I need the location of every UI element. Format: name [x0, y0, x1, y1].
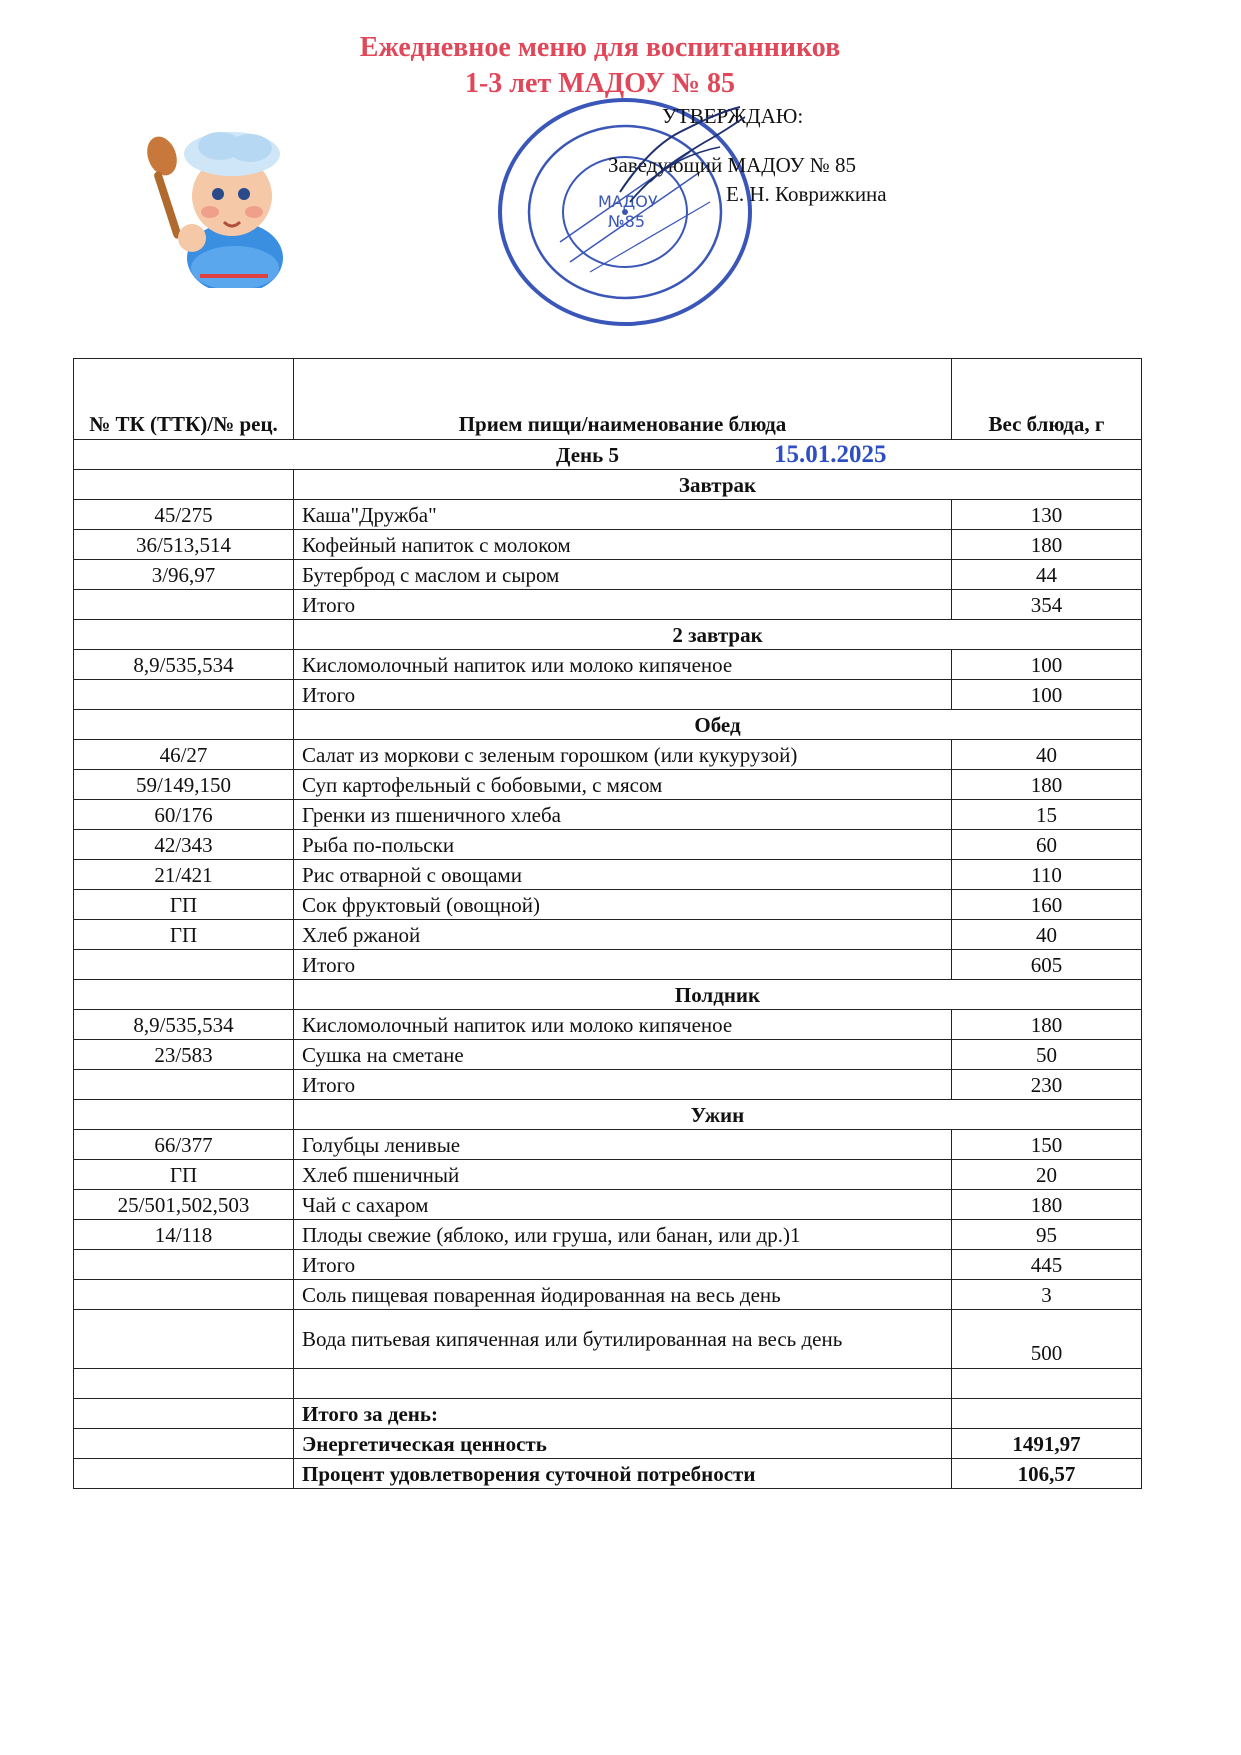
table-row	[74, 530, 1142, 560]
energy-row	[74, 1429, 1142, 1459]
table-row	[74, 860, 1142, 890]
row-dish: Салат из моркови с зеленым горошком (или кукурузой)	[294, 740, 952, 770]
energy-value: 1491,97	[952, 1429, 1142, 1459]
menu-table	[73, 358, 1142, 1489]
table-row	[74, 1190, 1142, 1220]
total-row	[74, 680, 1142, 710]
total-label: Итого	[294, 680, 952, 710]
section-title: Ужин	[294, 1100, 1142, 1130]
water-row	[74, 1310, 1142, 1369]
row-dish: Каша"Дружба"	[294, 500, 952, 530]
table-row	[74, 1010, 1142, 1040]
approve-label: УТВЕРЖДАЮ:	[662, 104, 804, 128]
empty-row	[74, 1369, 1142, 1399]
total-value: 100	[952, 680, 1142, 710]
svg-text:№85: №85	[608, 212, 645, 231]
table-header-row	[74, 359, 1142, 440]
total-value: 230	[952, 1070, 1142, 1100]
row-dish: Рис отварной с овощами	[294, 860, 952, 890]
row-dish: Рыба по-польски	[294, 830, 952, 860]
section-title: 2 завтрак	[294, 620, 1142, 650]
row-code: ГП	[74, 920, 294, 950]
chef-mascot-image	[140, 118, 300, 288]
row-dish: Гренки из пшеничного хлеба	[294, 800, 952, 830]
row-code: ГП	[74, 1160, 294, 1190]
row-dish: Плоды свежие (яблоко, или груша, или банан, или др.)1	[294, 1220, 952, 1250]
total-label: Итого	[294, 950, 952, 980]
total-row	[74, 1250, 1142, 1280]
row-code: 66/377	[74, 1130, 294, 1160]
row-dish: Хлеб пшеничный	[294, 1160, 952, 1190]
table-row	[74, 1130, 1142, 1160]
total-value: 605	[952, 950, 1142, 980]
svg-text:МАДОУ: МАДОУ	[598, 192, 658, 211]
row-weight: 110	[952, 860, 1142, 890]
row-dish: Суп картофельный с бобовыми, с мясом	[294, 770, 952, 800]
total-value: 354	[952, 590, 1142, 620]
row-weight: 180	[952, 770, 1142, 800]
section-title: Обед	[294, 710, 1142, 740]
row-weight: 44	[952, 560, 1142, 590]
row-code: 60/176	[74, 800, 294, 830]
row-dish: Голубцы ленивые	[294, 1130, 952, 1160]
total-row	[74, 1070, 1142, 1100]
day-cell	[74, 440, 1142, 470]
salt-row	[74, 1280, 1142, 1310]
row-code: 3/96,97	[74, 560, 294, 590]
row-code: 14/118	[74, 1220, 294, 1250]
row-code: 8,9/535,534	[74, 650, 294, 680]
row-weight: 40	[952, 920, 1142, 950]
row-dish: Бутерброд с маслом и сыром	[294, 560, 952, 590]
row-code: 21/421	[74, 860, 294, 890]
table-row	[74, 800, 1142, 830]
row-code: 59/149,150	[74, 770, 294, 800]
row-dish: Вода питьевая кипяченная или бутилированная на весь день	[294, 1310, 952, 1369]
day-row	[74, 440, 1142, 470]
total-label: Итого	[294, 1070, 952, 1100]
table-row	[74, 740, 1142, 770]
row-dish: Хлеб ржаной	[294, 920, 952, 950]
day-total-row	[74, 1399, 1142, 1429]
title-line-1: Ежедневное меню для воспитанников	[359, 32, 841, 63]
day-date: 15.01.2025	[774, 441, 887, 468]
header-dish: Прием пищи/наименование блюда	[294, 359, 952, 440]
section-row	[74, 1100, 1142, 1130]
row-code: 42/343	[74, 830, 294, 860]
row-code: 23/583	[74, 1040, 294, 1070]
row-dish: Чай с сахаром	[294, 1190, 952, 1220]
section-row	[74, 620, 1142, 650]
table-row	[74, 1220, 1142, 1250]
section-row	[74, 980, 1142, 1010]
header-weight: Вес блюда, г	[952, 359, 1142, 440]
row-weight: 150	[952, 1130, 1142, 1160]
signature-image	[610, 102, 750, 212]
row-dish: Кисломолочный напиток или молоко кипяченое	[294, 1010, 952, 1040]
day-label: День 5	[556, 442, 619, 467]
total-label: Итого	[294, 1250, 952, 1280]
row-weight: 100	[952, 650, 1142, 680]
table-row	[74, 920, 1142, 950]
row-weight: 180	[952, 1190, 1142, 1220]
table-row	[74, 770, 1142, 800]
row-weight: 20	[952, 1160, 1142, 1190]
row-dish: Сушка на сметане	[294, 1040, 952, 1070]
section-title: Полдник	[294, 980, 1142, 1010]
row-weight: 95	[952, 1220, 1142, 1250]
table-row	[74, 650, 1142, 680]
row-code: 25/501,502,503	[74, 1190, 294, 1220]
percent-row	[74, 1459, 1142, 1489]
row-code: 45/275	[74, 500, 294, 530]
total-label: Итого	[294, 590, 952, 620]
approver-name: Е. Н. Коврижкина	[726, 182, 887, 206]
total-row	[74, 590, 1142, 620]
row-code: 36/513,514	[74, 530, 294, 560]
section-row	[74, 470, 1142, 500]
row-dish: Кофейный напиток с молоком	[294, 530, 952, 560]
total-value: 445	[952, 1250, 1142, 1280]
day-total-label: Итого за день:	[294, 1399, 952, 1429]
table-row	[74, 560, 1142, 590]
row-weight: 60	[952, 830, 1142, 860]
row-weight: 180	[952, 530, 1142, 560]
approver-position: Заведующий МАДОУ № 85	[608, 153, 857, 177]
row-weight: 50	[952, 1040, 1142, 1070]
percent-value: 106,57	[952, 1459, 1142, 1489]
row-code: ГП	[74, 890, 294, 920]
row-weight: 160	[952, 890, 1142, 920]
percent-label: Процент удовлетворения суточной потребности	[294, 1459, 952, 1489]
table-row	[74, 1040, 1142, 1070]
row-dish: Соль пищевая поваренная йодированная на весь день	[294, 1280, 952, 1310]
table-row	[74, 890, 1142, 920]
row-weight: 180	[952, 1010, 1142, 1040]
row-code: 46/27	[74, 740, 294, 770]
row-weight: 500	[952, 1310, 1142, 1369]
title-line-2: 1-3 лет МАДОУ № 85	[464, 68, 736, 99]
header-code: № ТК (ТТК)/№ рец.	[74, 359, 294, 440]
row-weight: 15	[952, 800, 1142, 830]
row-weight: 130	[952, 500, 1142, 530]
row-dish: Кисломолочный напиток или молоко кипяченое	[294, 650, 952, 680]
table-row	[74, 830, 1142, 860]
table-row	[74, 1160, 1142, 1190]
table-row	[74, 500, 1142, 530]
row-code: 8,9/535,534	[74, 1010, 294, 1040]
total-row	[74, 950, 1142, 980]
row-weight: 3	[952, 1280, 1142, 1310]
row-dish: Сок фруктовый (овощной)	[294, 890, 952, 920]
section-row	[74, 710, 1142, 740]
section-title: Завтрак	[294, 470, 1142, 500]
row-weight: 40	[952, 740, 1142, 770]
energy-label: Энергетическая ценность	[294, 1429, 952, 1459]
